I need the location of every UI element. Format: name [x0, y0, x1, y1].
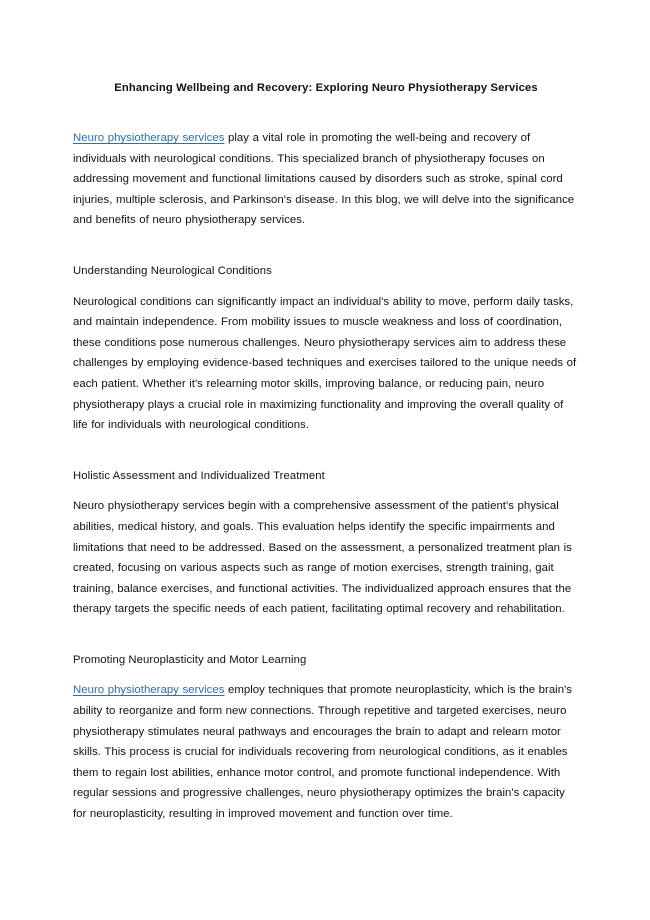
- title-spacer: [73, 98, 579, 128]
- section-heading-holistic-assessment-and-individualized-treatment: Holistic Assessment and Individualized Treatment: [73, 469, 325, 482]
- section-paragraph-holistic-assessment-and-individualized-treatment: Neuro physiotherapy services begin with a comprehensive assessment of the patient's physical abilities, medical history, and goals. This evaluation helps identify the specific impairments and limitations that need to be addressed. Based on the assessment, a personalized treatment plan is created, focusing on various aspects such as range of motion exercises, strength training, gait training, balance exercises, and functional activities. The individualized approach ensures that the therapy targets the specific needs of each patient, facilitating optimal recovery and rehabilitation.: [73, 500, 572, 616]
- document-title: Enhancing Wellbeing and Recovery: Exploring Neuro Physiotherapy Services: [114, 82, 538, 94]
- section-paragraph-understanding-neurological-conditions: Neurological conditions can significantly impact an individual's ability to move, perform daily tasks, and maintain independence. From mobility issues to muscle weakness and loss of coordination, these conditions pose numerous challenges. Neuro physiotherapy services aim to address these challenges by employing evidence-based techniques and exercises tailored to the unique needs of each patient. Whether it's relearning motor skills, improving balance, or reducing pain, neuro physiotherapy plays a crucial role in maximizing functionality and improving the overall quality of life for individuals with neurological conditions.: [73, 295, 577, 432]
- heading-spacer: [73, 670, 579, 680]
- section-paragraph-text: employ techniques that promote neuroplasticity, which is the brain's ability to reorganize and form new connections. Through repetitive and targeted exercises, neuro physiotherapy stimulates neural pathways and encourages the brain to adapt and relearn motor skills. This process is crucial for individuals recovering from neurological conditions, as it enables them to regain lost abilities, enhance motor control, and promote functional independence. With regular sessions and progressive challenges, neuro physiotherapy optimizes the brain's capacity for neuroplasticity, resulting in improved movement and function over time.: [73, 684, 572, 821]
- section-heading-promoting-neuroplasticity-and-motor-learning: Promoting Neuroplasticity and Motor Learning: [73, 653, 307, 666]
- section-spacer: [73, 231, 579, 261]
- neuro-physiotherapy-services-link[interactable]: Neuro physiotherapy services: [73, 132, 225, 144]
- section-paragraph-promoting-neuroplasticity-and-motor-learning: [73, 680, 579, 824]
- neuro-physiotherapy-services-link-2[interactable]: Neuro physiotherapy services: [73, 684, 225, 697]
- heading-spacer: [73, 282, 579, 292]
- document-body: [73, 78, 579, 825]
- section-spacer: [73, 620, 579, 650]
- intro-paragraph-text: play a vital role in promoting the well-being and recovery of individuals with neurological conditions. This specialized branch of physiotherapy focuses on addressing movement and functional limitations caused by disorders such as stroke, spinal cord injuries, multiple sclerosis, and Parkinson's disease. In this blog, we will delve into the significance and benefits of neuro physiotherapy services.: [73, 132, 575, 227]
- intro-paragraph: [73, 128, 579, 231]
- section-heading-understanding-neurological-conditions: Understanding Neurological Conditions: [73, 264, 272, 277]
- heading-spacer: [73, 486, 579, 496]
- section-spacer: [73, 436, 579, 466]
